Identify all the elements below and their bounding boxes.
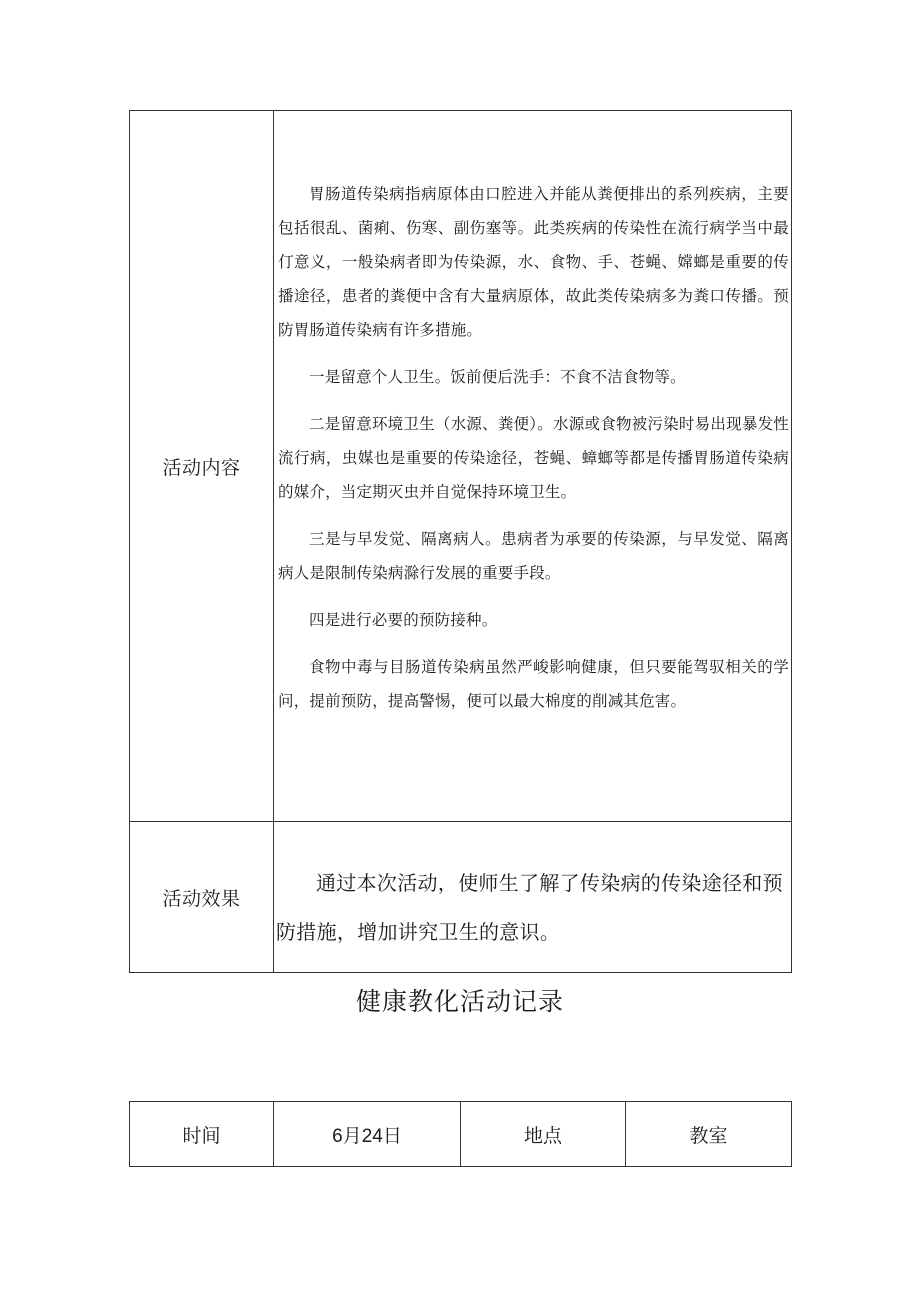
place-label: 地点 [461, 1102, 626, 1167]
activity-effect-cell [274, 822, 792, 973]
section-title: 健康教化活动记录 [355, 987, 564, 1016]
activity-content-label: 活动内容 [130, 111, 274, 822]
activity-record-table [129, 110, 792, 973]
content-paragraph-summary: 食物中毒与目肠道传染病虽然严峻影响健康，但只要能驾驭相关的学问，提前预防，提高警惕，便可以最大棉度的削减其危害。 [278, 658, 789, 710]
content-paragraph-3: 三是与早发觉、隔离病人。患病者为承要的传染源，与早发觉、隔离病人是限制传染病滁行发展的重要手段。 [278, 530, 789, 582]
activity-content-text [278, 177, 789, 731]
activity-effect-text-wrap [276, 859, 789, 957]
place-value: 教室 [626, 1102, 792, 1167]
time-value: 6月24日 [274, 1102, 461, 1167]
activity-meta-row [130, 1102, 792, 1167]
activity-meta-table [129, 1101, 792, 1167]
content-paragraph-4: 四是进行必要的预防接种。 [309, 611, 498, 629]
content-paragraph-2: 二是留意环境卫生（水源、粪便）。水源或食物被污染时易出现暴发性流行病，虫媒也是重要的传染途径，苍蝇、蟑螂等都是传播胃肠道传染病的媒介，当定期灭虫并自觉保持环境卫生。 [278, 415, 789, 501]
content-paragraph-1: 一是留意个人卫生。饭前便后洗手：不食不洁食物等。 [309, 368, 686, 386]
activity-effect-text: 通过本次活动，使师生了解了传染病的传染途径和预防措施，增加讲究卫生的意识。 [276, 871, 783, 944]
time-label: 时间 [130, 1102, 274, 1167]
activity-effect-row [130, 822, 792, 973]
activity-content-row [130, 111, 792, 822]
content-paragraph-intro: 胃肠道传染病指病原体由口腔进入并能从粪便排出的系列疾病，主要包括很乱、菌痢、伤寒、副伤塞等。此类疾病的传染性在流行病学当中最仃意义，一般染病者即为传染源，水、食物、手、苍蝇、嫦螂是重要的传播途径，患者的粪便中含有大量病原体，故此类传染病多为粪口传播。预防胃肠道传染病有许多措施。 [278, 185, 789, 339]
activity-content-cell [274, 111, 792, 822]
activity-effect-label: 活动效果 [130, 822, 274, 973]
